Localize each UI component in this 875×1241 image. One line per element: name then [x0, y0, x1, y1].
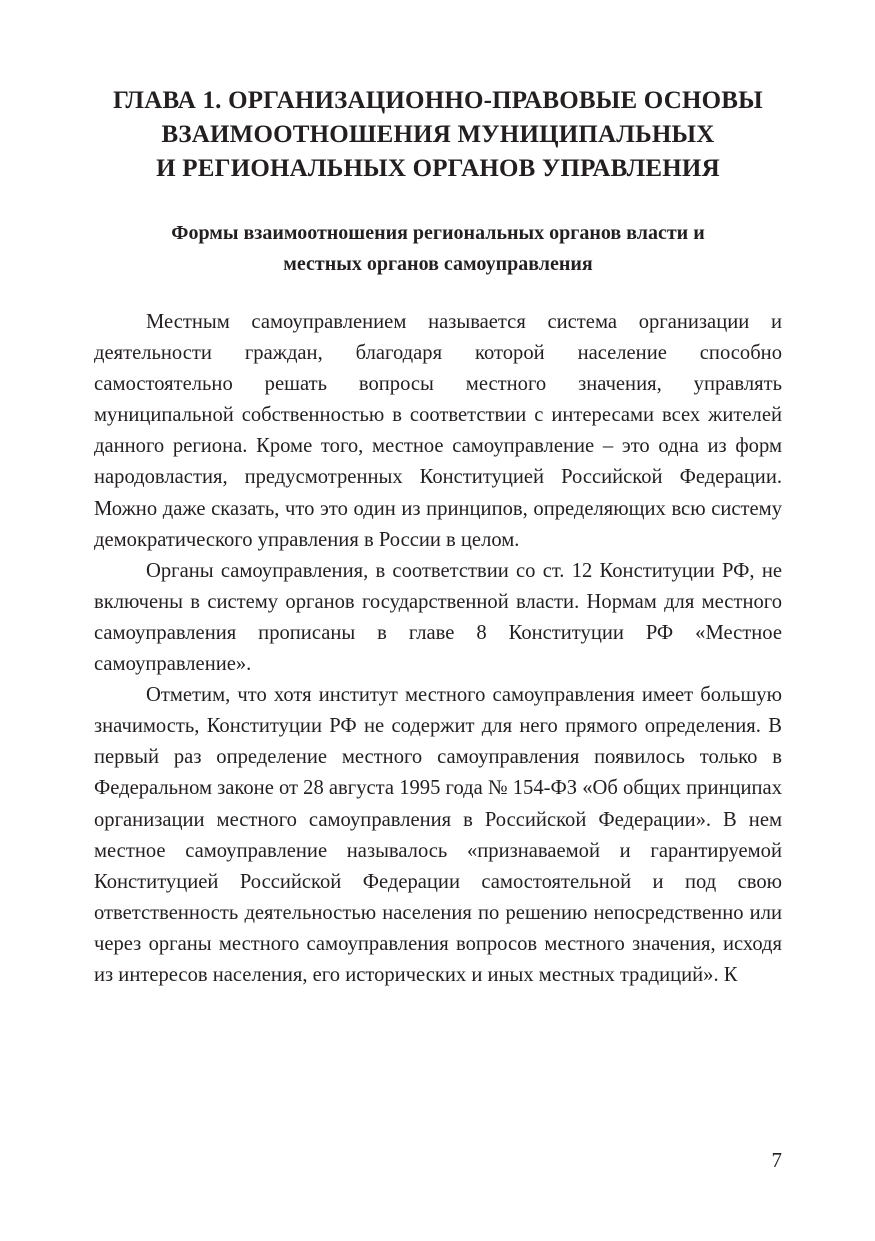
- section-title-line: Формы взаимоотношения региональных органов власти и: [171, 222, 705, 244]
- document-page: [94, 84, 782, 991]
- paragraph: Местным самоуправлением называется система организации и деятельности граждан, благодаря которой население способно самостоятельно решать вопросы местного значения, управлять муниципальной собственностью в соответствии с интересами всех жителей данного региона. Кроме того, местное самоуправление – это одна из форм народовластия, предусмотренных Конституцией Российской Федерации. Можно даже сказать, что это один из принципов, определяющих всю систему демократического управления в России в целом.: [94, 311, 782, 551]
- chapter-title-line: ВЗАИМООТНОШЕНИЯ МУНИЦИПАЛЬНЫХ: [161, 121, 715, 148]
- paragraph: Отметим, что хотя институт местного самоуправления имеет большую значимость, Конституции РФ не содержит для него прямого определения. В первый раз определение местного самоуправления появилось только в Федеральном законе от 28 августа 1995 года № 154-ФЗ «Об общих принципах организации местного самоуправления в Российской Федерации». В нем местное самоуправление называлось «признаваемой и гарантируемой Конституцией Российской Федерации самостоятельной и под свою ответственность деятельностью населения по решению непосредственно или через органы местного самоуправления вопросов местного значения, исходя из интересов населения, его исторических и иных местных традиций». К: [94, 684, 782, 986]
- page-number: 7: [771, 1148, 782, 1172]
- chapter-title: [94, 84, 782, 186]
- chapter-title-line: И РЕГИОНАЛЬНЫХ ОРГАНОВ УПРАВЛЕНИЯ: [156, 155, 720, 182]
- chapter-title-line: ГЛАВА 1. ОРГАНИЗАЦИОННО-ПРАВОВЫЕ ОСНОВЫ: [113, 87, 763, 114]
- body-text: [94, 307, 782, 991]
- section-title: [94, 218, 782, 280]
- paragraph: Органы самоуправления, в соответствии со ст. 12 Конституции РФ, не включены в систему органов государственной власти. Нормам для местного самоуправления прописаны в главе 8 Конституции РФ «Местное самоуправление».: [94, 559, 782, 676]
- section-title-line: местных органов самоуправления: [283, 253, 593, 275]
